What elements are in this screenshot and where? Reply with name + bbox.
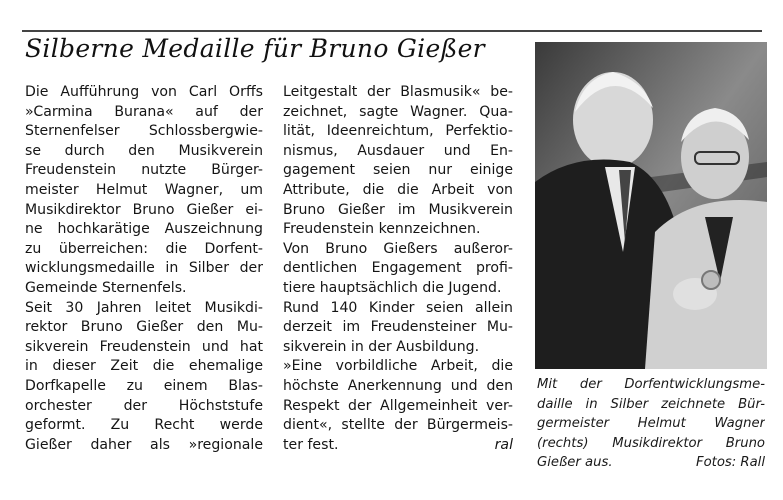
top-rule (22, 30, 762, 32)
closing-line (283, 436, 513, 456)
text-line: wicklungsmedaille in Silber der (25, 260, 263, 277)
text-line: Gemeinde Sternenfels. (25, 279, 187, 296)
text-line: Bruno Gießer im Musikverein (283, 201, 513, 218)
text-line: dient«, stellte der Bürgermeis- (283, 417, 513, 434)
photo-credit: Fotos: Rall (696, 455, 765, 470)
closing-text: ter fest. (283, 436, 339, 453)
text-line: zu überreichen: die Dorfent- (25, 240, 263, 257)
text-line: se durch den Musikverein (25, 142, 263, 159)
text-line: geformt. Zu Recht werde (25, 417, 263, 434)
caption-line: germeister Helmut Wagner (537, 416, 765, 431)
text-line: sikverein Freudenstein und hat (25, 338, 263, 355)
text-line: höchste Anerkennung und den (283, 377, 513, 394)
text-line: derzeit im Freudensteiner Mu- (283, 319, 513, 336)
text-line: meister Helmut Wagner, um (25, 181, 263, 198)
text-line: Leitgestalt der Blasmusik« be- (283, 84, 513, 100)
text-line: lität, Ideenreichtum, Perfektio- (283, 123, 513, 140)
text-line: in dieser Zeit die ehemalige (25, 358, 263, 375)
caption-line: daille in Silber zeichnete Bür- (537, 396, 765, 412)
text-line: Freudenstein nutzte Bürger- (25, 162, 263, 179)
text-line: Die Aufführung von Carl Orffs (25, 84, 263, 100)
caption-end: Gießer aus. (537, 455, 613, 470)
text-line: Respekt der Allgemeinheit ver- (283, 397, 513, 414)
text-line: nismus, Ausdauer und En- (283, 142, 513, 159)
article-column-middle (283, 83, 513, 455)
text-line: Rund 140 Kinder seien allein (283, 299, 513, 316)
article-photo (535, 42, 767, 369)
text-line: Gießer daher als »regionale (25, 436, 263, 453)
caption-line: Mit der Dorfentwicklungsme- (537, 377, 765, 392)
text-line: rektor Bruno Gießer den Mu- (25, 319, 263, 336)
text-line: ne hochkarätige Auszeichnung (25, 221, 263, 238)
text-line: gagement seien nur einige (283, 162, 513, 179)
text-line: »Eine vorbildliche Arbeit, die (283, 358, 513, 375)
text-line: sikverein in der Ausbildung. (283, 338, 480, 355)
text-line: orchester der Höchststufe (25, 397, 263, 414)
text-line: Sternenfelser Schlossbergwie- (25, 123, 263, 140)
text-line: Dorfkapelle zu einem Blas- (25, 377, 263, 394)
text-line: Attribute, die die Arbeit von (283, 181, 513, 198)
article-column-left (25, 83, 263, 455)
text-line: »Carmina Burana« auf der (25, 103, 263, 120)
photo-caption (537, 375, 765, 473)
author-tag: ral (494, 436, 513, 453)
text-line: Von Bruno Gießers außeror- (283, 240, 513, 257)
text-line: zeichnet, sagte Wagner. Qua- (283, 103, 513, 120)
caption-last-line (537, 453, 765, 473)
text-line: tiere hauptsächlich die Jugend. (283, 279, 502, 296)
text-line: Seit 30 Jahren leitet Musikdi- (25, 299, 263, 316)
text-line: dentlichen Engagement profi- (283, 260, 513, 277)
text-line: Musikdirektor Bruno Gießer ei- (25, 201, 263, 218)
caption-line: (rechts) Musikdirektor Bruno (537, 435, 765, 451)
article-headline: Silberne Medaille für Bruno Gießer (25, 34, 485, 63)
text-line: Freudenstein kennzeichnen. (283, 221, 481, 238)
